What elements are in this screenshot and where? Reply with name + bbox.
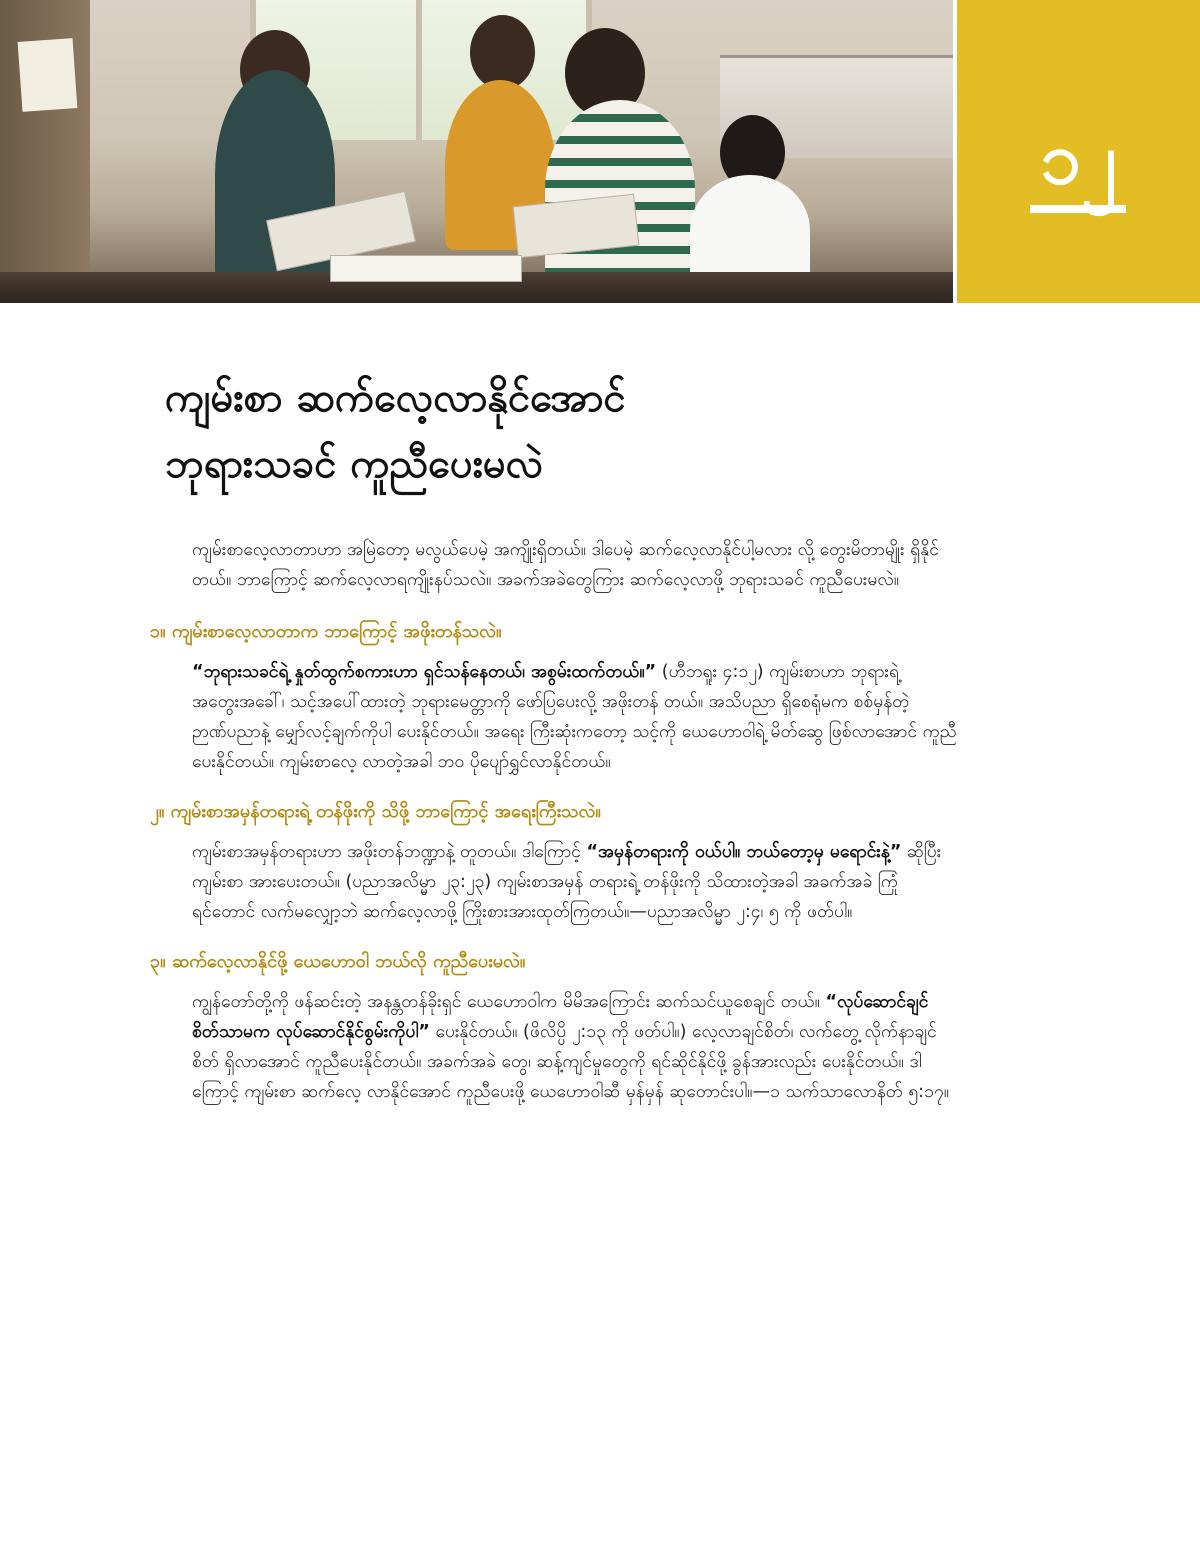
paragraph-text: ပေးနိုင်တယ်။ (ဖိလိပ္ပိ ၂:၁၃ ကို ဖတ်ပါ။) လေ့လာချင်စိတ်၊ လက်တွေ့ လိုက်နာချင်စိတ် ရှိလာအောင် ကူညီပေးနိုင်တယ်။ အခက်အခဲ တွေ၊ ဆန့်ကျင်မှုတွေကို ရင်ဆိုင်နိုင်ဖို့ ခွန်အားလည်း ပေးနိုင်တယ်။ ဒါကြောင့် ကျမ်းစာ ဆက်လေ့ လာနိုင်အောင် ကူညီပေးဖို့ ယေဟောဝါဆီ မှန်မှန် ဆုတောင်းပါ။—၁ သက်သာလောနိတ် ၅:၁၇။ — [192, 1022, 950, 1102]
section-1 — [150, 617, 960, 777]
section-heading: ၂။ ကျမ်းစာအမှန်တရားရဲ့ တန်ဖိုးကို သိဖို့ ဘာကြောင့် အရေးကြီးသလဲ။ — [150, 801, 601, 822]
article-body — [150, 535, 960, 1127]
section-heading: ၃။ ဆက်လေ့လာနိုင်ဖို့ ယေဟောဝါ ဘယ်လို ကူညီပေးမလဲ။ — [150, 951, 526, 972]
section-paragraph — [150, 657, 960, 777]
number-underline — [1030, 205, 1126, 213]
section-2 — [150, 797, 960, 927]
scripture-quote: “ဘုရားသခင်ရဲ့ နှုတ်ထွက်စကားဟာ ရှင်သန်နေတယ်၊ အစွမ်းထက်တယ်။” — [192, 662, 657, 682]
section-3 — [150, 947, 960, 1107]
title-line-1: ကျမ်းစာ ဆက်လေ့လာနိုင်အောင် — [165, 375, 626, 421]
scripture-quote: “လုပ်ဆောင်ချင်စိတ်သာမက လုပ်ဆောင်နိုင်စွမ်းကိုပါ” — [192, 992, 929, 1042]
section-heading: ၁။ ကျမ်းစာလေ့လာတာက ဘာကြောင့် အဖိုးတန်သလဲ။ — [150, 621, 502, 642]
girl-head — [470, 15, 535, 90]
scripture-quote: “အမှန်တရားကို ဝယ်ပါ။ ဘယ်တော့မှ မရောင်းနဲ့” — [586, 842, 902, 862]
paragraph-text: (ဟီဘရူး ၄:၁၂) ကျမ်းစာဟာ ဘုရားရဲ့ အတွေးအခေါ်၊ သင့်အပေါ်ထားတဲ့ ဘုရားမေတ္တာကို ဖော်ပြပေးလို့ အဖိုးတန် တယ်။ အသိပညာ ရှိစေရုံမက စစ်မှန်တဲ့ ဉာဏ်ပညာနဲ့ မျှော်လင့်ချက်ကိုပါ ပေးနိုင်တယ်။ အရေး ကြီးဆုံးကတော့ သင့်ကို ယေဟောဝါရဲ့ မိတ်ဆွေ ဖြစ်လာအောင် ကူညီပေးနိုင်တယ်။ ကျမ်းစာလေ့ လာတဲ့အခါ ဘဝ ပိုပျော်ရွှင်လာနိုင်တယ်။ — [192, 662, 957, 772]
section-paragraph — [150, 987, 960, 1107]
lesson-number-block — [957, 0, 1200, 303]
intro-paragraph: ကျမ်းစာလေ့လာတာဟာ အမြဲတော့ မလွယ်ပေမဲ့ အကျိုးရှိတယ်။ ဒါပေမဲ့ ဆက်လေ့လာနိုင်ပါ့မလား လို့ တွေးမိတာမျိုး ရှိနိုင်တယ်။ ဘာကြောင့် ဆက်လေ့လာရကျိုးနပ်သလဲ။ အခက်အခဲတွေကြား ဆက်လေ့လာဖို့ ဘုရားသခင် ကူညီပေးမလဲ။ — [192, 540, 939, 590]
child-drawing — [18, 38, 78, 112]
hero-photo — [0, 0, 953, 303]
paragraph-text: ကျမ်းစာအမှန်တရားဟာ အဖိုးတန်ဘဏ္ဍာနဲ့ တူတယ်။ ဒါကြောင့် — [192, 842, 587, 862]
page-title — [165, 365, 1025, 497]
lesson-number: ၁၂ — [1040, 116, 1117, 200]
section-paragraph — [150, 837, 960, 927]
paragraph-text: ကျွန်တော်တို့ကို ဖန်ဆင်းတဲ့ အနန္တတန်ခိုးရှင် ယေဟောဝါက မိမိအကြောင်း ဆက်သင်ယူစေချင် တယ်။ — [192, 992, 826, 1012]
open-book — [330, 255, 522, 282]
boy — [690, 175, 810, 285]
title-line-2: ဘုရားသခင် ကူညီပေးမလဲ — [165, 441, 544, 487]
paragraph-text: ဆိုပြီး ကျမ်းစာ အားပေးတယ်။ (ပညာအလိမ္မာ ၂၃:၂၃) ကျမ်းစာအမှန် တရားရဲ့ တန်ဖိုးကို သိထားတဲ့အခါ အခက်အခဲ ကြုံရင်တောင် လက်မလျှော့ဘဲ ဆက်လေ့လာဖို့ ကြိုးစားအားထုတ်ကြတယ်။—ပညာအလိမ္မာ ၂:၄၊ ၅ ကို ဖတ်ပါ။ — [192, 842, 942, 922]
